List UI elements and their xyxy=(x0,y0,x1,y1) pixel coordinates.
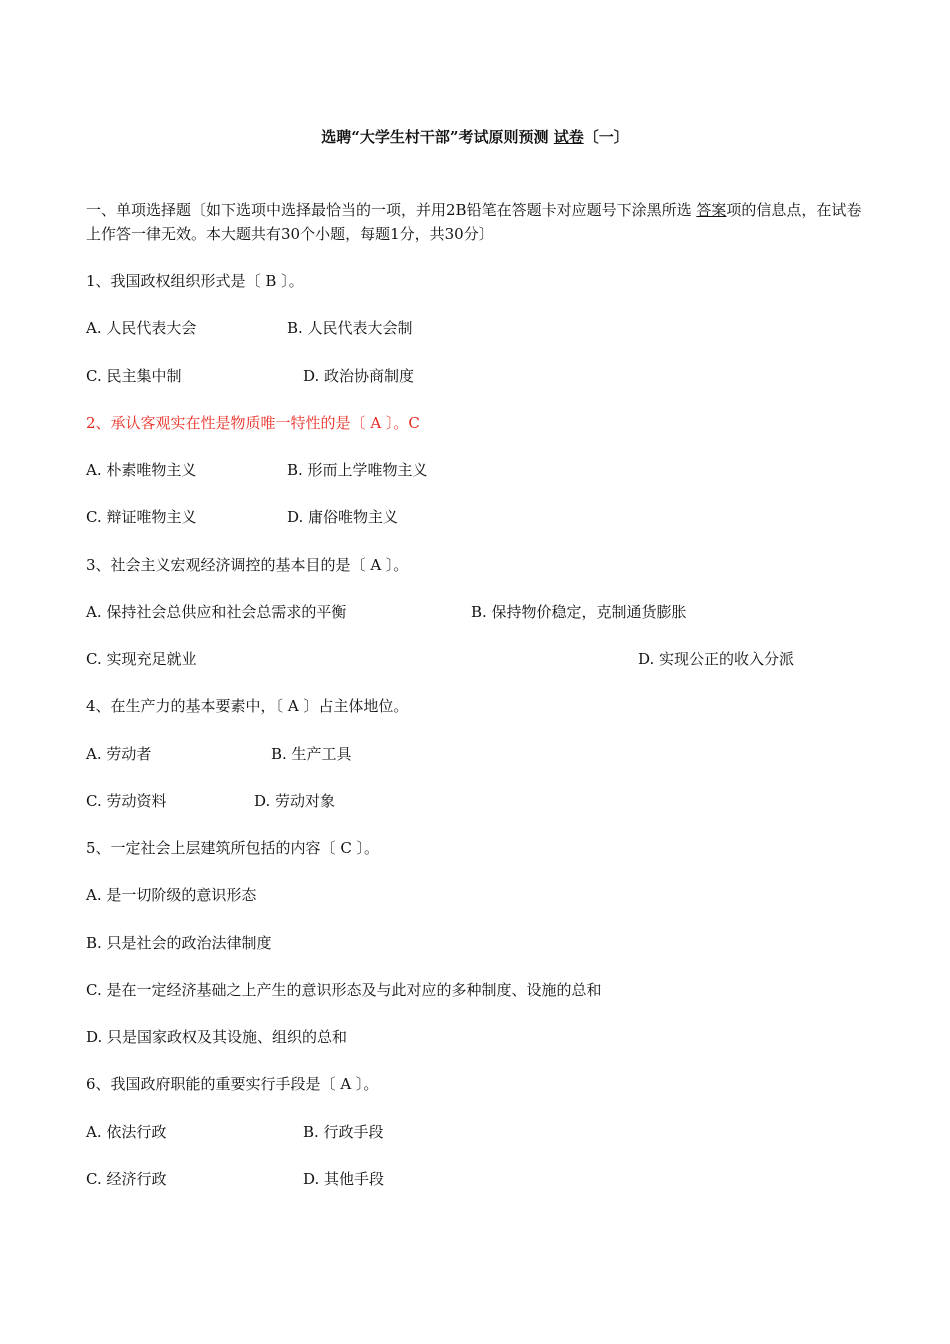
question-1-option-d: D. 政治协商制度 xyxy=(303,367,415,385)
question-6-option-a: A. 依法行政 xyxy=(86,1123,167,1141)
question-5-option-a: A. 是一切阶级的意识形态 xyxy=(86,886,257,904)
question-5-option-c: C. 是在一定经济基础之上产生的意识形态及与此对应的多种制度、设施的总和 xyxy=(86,981,602,999)
question-1-option-b: B. 人民代表大会制 xyxy=(287,319,413,337)
question-4-option-d: D. 劳动对象 xyxy=(254,792,336,810)
question-3-stem: 3、社会主义宏观经济调控的基本目的是〔 A 〕。 xyxy=(86,556,409,574)
question-1-stem: 1、我国政权组织形式是〔 B 〕。 xyxy=(86,272,304,290)
question-5-option-d: D. 只是国家政权及其设施、组织的总和 xyxy=(86,1028,348,1046)
title-suffix: 〔一〕 xyxy=(583,128,629,146)
question-3-option-c: C. 实现充足就业 xyxy=(86,650,197,668)
question-6-option-b: B. 行政手段 xyxy=(303,1123,384,1141)
question-5-stem: 5、一定社会上层建筑所包括的内容〔 C 〕。 xyxy=(86,839,380,857)
question-2-option-d: D. 庸俗唯物主义 xyxy=(287,508,399,526)
question-3-option-d: D. 实现公正的收入分派 xyxy=(638,650,795,668)
intro-underlined: 答案 xyxy=(696,201,727,219)
question-3-option-b: B. 保持物价稳定，克制通货膨胀 xyxy=(471,603,687,621)
question-4-option-b: B. 生产工具 xyxy=(271,745,352,763)
question-6-option-d: D. 其他手段 xyxy=(303,1170,385,1188)
question-1-option-a: A. 人民代表大会 xyxy=(86,319,197,337)
question-6-option-c: C. 经济行政 xyxy=(86,1170,167,1188)
question-4-option-c: C. 劳动资料 xyxy=(86,792,167,810)
question-4-option-a: A. 劳动者 xyxy=(86,745,152,763)
page-title xyxy=(0,126,950,147)
question-1-option-c: C. 民主集中制 xyxy=(86,367,182,385)
question-2-option-c: C. 辩证唯物主义 xyxy=(86,508,197,526)
intro-part2: 项的信息点，在试卷上作答一律无效。本大题共有30个小题，每题1分，共30分〕 xyxy=(86,201,862,243)
title-underlined: 试卷 xyxy=(553,128,584,146)
title-main: 选聘“大学生村干部”考试原则预测 xyxy=(321,128,554,146)
section-instructions xyxy=(86,198,866,246)
question-2-option-b: B. 形而上学唯物主义 xyxy=(287,461,428,479)
question-3-option-a: A. 保持社会总供应和社会总需求的平衡 xyxy=(86,603,347,621)
question-5-option-b: B. 只是社会的政治法律制度 xyxy=(86,934,272,952)
question-2-option-a: A. 朴素唯物主义 xyxy=(86,461,197,479)
question-2-stem: 2、承认客观实在性是物质唯一特性的是〔 A 〕。C xyxy=(86,414,420,432)
question-6-stem: 6、我国政府职能的重要实行手段是〔 A 〕。 xyxy=(86,1075,379,1093)
intro-part1: 一、单项选择题〔如下选项中选择最恰当的一项，并用2B铅笔在答题卡对应题号下涂黑所选 xyxy=(86,201,697,219)
question-4-stem: 4、在生产力的基本要素中，〔 A 〕占主体地位。 xyxy=(86,697,409,715)
